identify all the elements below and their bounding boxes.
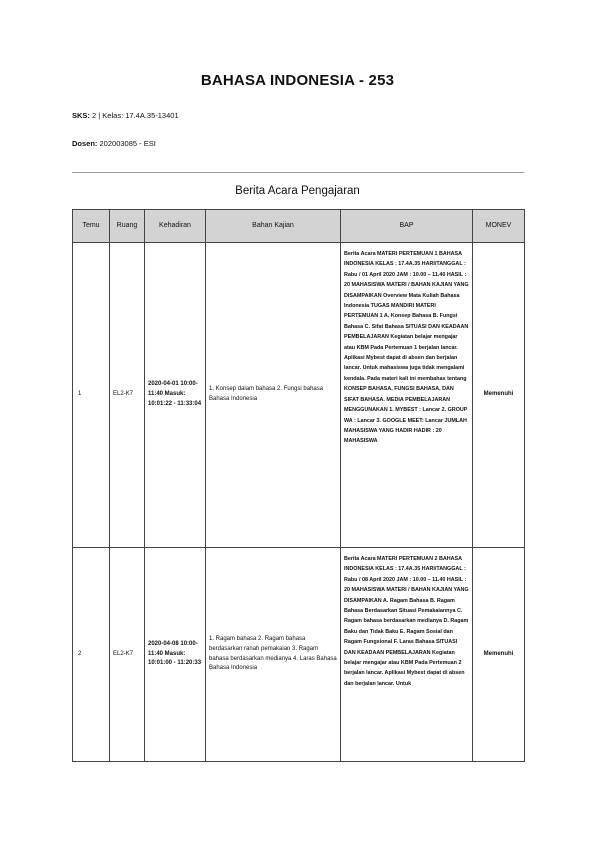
table-row bbox=[73, 548, 525, 762]
cell-bahan-kajian: 1. Ragam bahasa 2. Ragam bahasa berdasarkan ranah pemakaian 3. Ragam bahasa berdasarkan medianya 4. Laras Bahasa Bahasa Indonesia bbox=[206, 548, 341, 762]
cell-kehadiran: 2020-04-01 10:00-11:40 Masuk: 10:01:22 - 11:33:04 bbox=[145, 243, 206, 548]
cell-monev: Memenuhi bbox=[473, 243, 525, 548]
course-title: BAHASA INDONESIA - 253 bbox=[200, 72, 395, 89]
table-header-row bbox=[73, 210, 525, 243]
lecturer-line bbox=[72, 139, 156, 148]
cell-bap: Berita Acara MATERI PERTEMUAN 1 BAHASA INDONESIA KELAS : 17.4A.35 HARI/TANGGAL : Rabu / 01 April 2020 JAM : 10.00 – 11.40 HASIL : 20 MAHASISWA MATERI / BAHAN KAJIAN YANG DISAMPAIKAN Overview Mata Kuliah Bahasa Indonesia TUGAS MANDIRI MATERI PERTEMUAN 1 A. Konsep Bahasa B. Fungsi Bahasa C. Sifat Bahasa SITUASI DAN KEADAAN PEMBELAJARAN Kegiatan belajar mengajar atau KBM Pada Pertemuan 1 berjalan lancar. Aplikasi Mybest dapat di absen dan berjalan lancar. Untuk mahasiswa juga tidak mengalami kendala. Pada materi kali ini membahas tentang KONSEP BAHASA, FUNGSI BAHASA, DAN SIFAT BAHASA. MEDIA PEMBELAJARAN MENGGUNAKAN 1. MYBEST : Lancar 2. GROUP WA : Lancar 3. GOOGLE MEET: Lancar JUMLAH MAHASISWA YANG HADIR HADIR : 20 MAHASISWA bbox=[341, 243, 473, 548]
header-monev: MONEV bbox=[473, 210, 525, 243]
teaching-report-table bbox=[72, 209, 525, 762]
cell-bahan-kajian: 1. Konsep dalam bahasa 2. Fungsi bahasa Bahasa Indonesia bbox=[206, 243, 341, 548]
table-row bbox=[73, 243, 525, 548]
divider bbox=[72, 172, 524, 173]
cell-monev: Memenuhi bbox=[473, 548, 525, 762]
sks-label: SKS: bbox=[72, 111, 90, 120]
cell-bap: Berita Acara MATERI PERTEMUAN 2 BAHASA INDONESIA KELAS : 17.4A.35 HARI/TANGGAL : Rabu / 08 April 2020 JAM : 10.00 – 11.40 HASIL : 20 MAHASISWA MATERI / BAHAN KAJIAN YANG DISAMPAIKAN A. Ragam Bahasa B. Ragam Bahasa Berdasarkan Situasi Pemakaiannya C. Ragam bahasa berdasarkan medianya D. Ragam Baku dan Tidak Baku E. Ragam Sosial dan Ragam Fungsional F. Laras Bahasa SITUASI DAN KEADAAN PEMBELAJARAN Kegiatan belajar mengajar atau KBM Pada Pertemuan 2 berjalan lancar. Aplikasi Mybest dapat di absen dan berjalan lancar. Untuk bbox=[341, 548, 473, 762]
dosen-value: 202003085 - ESI bbox=[99, 139, 156, 148]
cell-temu: 1 bbox=[73, 243, 110, 548]
cell-temu: 2 bbox=[73, 548, 110, 762]
sks-class-value: 2 | Kelas: 17.4A.35-13401 bbox=[92, 111, 179, 120]
cell-ruang: EL2-K7 bbox=[110, 548, 145, 762]
header-bap: BAP bbox=[341, 210, 473, 243]
cell-ruang: EL2-K7 bbox=[110, 243, 145, 548]
section-title: Berita Acara Pengajaran bbox=[235, 185, 360, 197]
dosen-label: Dosen: bbox=[72, 139, 98, 148]
header-kehadiran: Kehadiran bbox=[145, 210, 206, 243]
cell-kehadiran: 2020-04-08 10:00-11:40 Masuk: 10:01:00 - 11:20:33 bbox=[145, 548, 206, 762]
sks-class-line bbox=[72, 111, 179, 120]
header-bahan-kajian: Bahan Kajian bbox=[206, 210, 341, 243]
header-ruang: Ruang bbox=[110, 210, 145, 243]
header-temu: Temu bbox=[73, 210, 110, 243]
